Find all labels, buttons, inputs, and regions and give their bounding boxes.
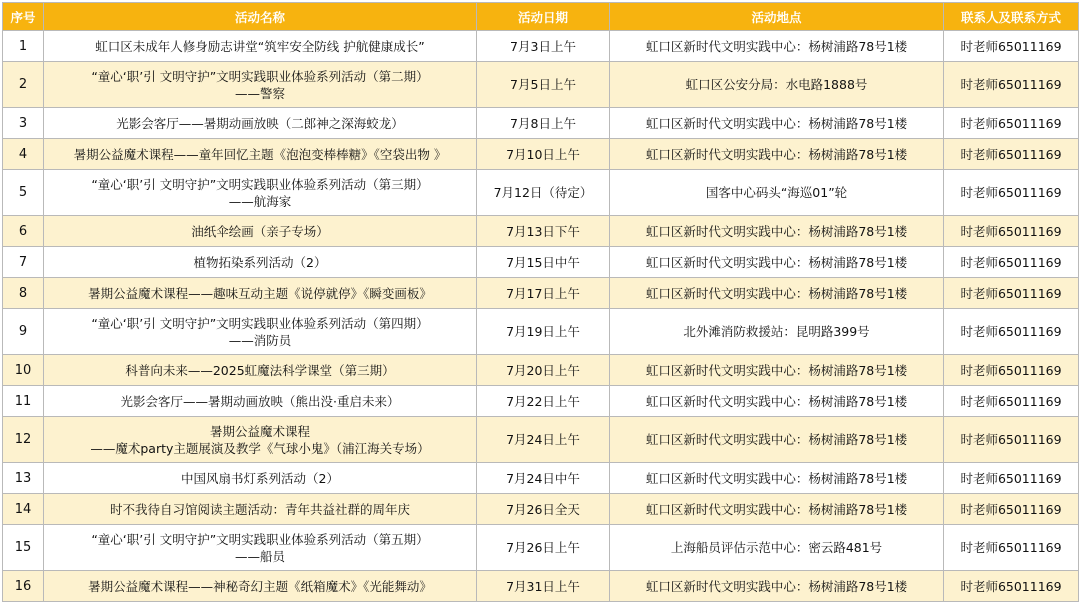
table-row bbox=[3, 139, 1079, 170]
contact-info: 时老师65011169 bbox=[944, 417, 1079, 463]
contact-info: 时老师65011169 bbox=[944, 309, 1079, 355]
activity-name bbox=[44, 463, 477, 494]
row-number: 14 bbox=[3, 494, 44, 525]
activity-date: 7月31日上午 bbox=[477, 571, 610, 602]
contact-info: 时老师65011169 bbox=[944, 31, 1079, 62]
activity-name bbox=[44, 309, 477, 355]
row-number: 11 bbox=[3, 386, 44, 417]
contact-info: 时老师65011169 bbox=[944, 247, 1079, 278]
activity-date: 7月3日上午 bbox=[477, 31, 610, 62]
contact-info: 时老师65011169 bbox=[944, 571, 1079, 602]
activity-name bbox=[44, 31, 477, 62]
activity-date: 7月13日下午 bbox=[477, 216, 610, 247]
activity-name-line: 油纸伞绘画（亲子专场） bbox=[191, 223, 329, 239]
row-number: 9 bbox=[3, 309, 44, 355]
contact-info: 时老师65011169 bbox=[944, 216, 1079, 247]
row-number: 4 bbox=[3, 139, 44, 170]
table-row bbox=[3, 525, 1079, 571]
contact-info: 时老师65011169 bbox=[944, 278, 1079, 309]
activity-name bbox=[44, 386, 477, 417]
activity-name-line: “童心‘职’引 文明守护”文明实践职业体验系列活动（第三期） bbox=[91, 176, 429, 192]
table-row bbox=[3, 247, 1079, 278]
activity-location: 北外滩消防救援站：昆明路399号 bbox=[610, 309, 944, 355]
activity-name bbox=[44, 571, 477, 602]
activity-name bbox=[44, 62, 477, 108]
table-header-row bbox=[3, 3, 1079, 31]
activity-date: 7月26日全天 bbox=[477, 494, 610, 525]
activity-name-line: 科普向未来——2025虹魔法科学课堂（第三期） bbox=[125, 362, 395, 378]
activity-name-line: 暑期公益魔术课程 bbox=[209, 423, 310, 439]
contact-info: 时老师65011169 bbox=[944, 386, 1079, 417]
contact-info: 时老师65011169 bbox=[944, 108, 1079, 139]
activity-name-subtitle: ——警察 bbox=[234, 85, 285, 101]
header-activity-name: 活动名称 bbox=[44, 3, 477, 31]
activity-location: 虹口区新时代文明实践中心：杨树浦路78号1楼 bbox=[610, 417, 944, 463]
activity-date: 7月24日中午 bbox=[477, 463, 610, 494]
contact-info: 时老师65011169 bbox=[944, 494, 1079, 525]
activity-location: 虹口区新时代文明实践中心：杨树浦路78号1楼 bbox=[610, 386, 944, 417]
contact-info: 时老师65011169 bbox=[944, 525, 1079, 571]
activity-location: 虹口区新时代文明实践中心：杨树浦路78号1楼 bbox=[610, 571, 944, 602]
row-number: 7 bbox=[3, 247, 44, 278]
header-activity-date: 活动日期 bbox=[477, 3, 610, 31]
table-row bbox=[3, 386, 1079, 417]
activity-location: 虹口区新时代文明实践中心：杨树浦路78号1楼 bbox=[610, 247, 944, 278]
row-number: 10 bbox=[3, 355, 44, 386]
row-number: 13 bbox=[3, 463, 44, 494]
activity-name-line: “童心‘职’引 文明守护”文明实践职业体验系列活动（第五期） bbox=[91, 531, 429, 547]
activity-name-subtitle: ——船员 bbox=[234, 548, 285, 564]
row-number: 3 bbox=[3, 108, 44, 139]
activity-location: 虹口区新时代文明实践中心：杨树浦路78号1楼 bbox=[610, 108, 944, 139]
header-activity-location: 活动地点 bbox=[610, 3, 944, 31]
table-row bbox=[3, 463, 1079, 494]
table-row bbox=[3, 216, 1079, 247]
table-row bbox=[3, 417, 1079, 463]
activity-location: 虹口区新时代文明实践中心：杨树浦路78号1楼 bbox=[610, 355, 944, 386]
contact-info: 时老师65011169 bbox=[944, 62, 1079, 108]
activity-date: 7月5日上午 bbox=[477, 62, 610, 108]
activity-name bbox=[44, 247, 477, 278]
activity-location: 虹口区新时代文明实践中心：杨树浦路78号1楼 bbox=[610, 278, 944, 309]
activity-name-line: 虹口区未成年人修身励志讲堂“筑牢安全防线 护航健康成长” bbox=[95, 38, 425, 54]
activity-name bbox=[44, 139, 477, 170]
table-row bbox=[3, 571, 1079, 602]
contact-info: 时老师65011169 bbox=[944, 139, 1079, 170]
activity-date: 7月17日上午 bbox=[477, 278, 610, 309]
table-row bbox=[3, 108, 1079, 139]
activity-date: 7月10日上午 bbox=[477, 139, 610, 170]
activity-name-line: 时不我待自习馆阅读主题活动：青年共益社群的周年庆 bbox=[109, 501, 410, 517]
activity-location: 虹口区新时代文明实践中心：杨树浦路78号1楼 bbox=[610, 463, 944, 494]
activity-name-line: 光影会客厅——暑期动画放映（二郎神之深海蛟龙） bbox=[116, 115, 404, 131]
activity-name-line: 暑期公益魔术课程——童年回忆主题《泡泡变棒棒糖》《空袋出物 》 bbox=[73, 146, 447, 162]
activity-name-line: 中国风扇书灯系列活动（2） bbox=[181, 470, 339, 486]
row-number: 15 bbox=[3, 525, 44, 571]
contact-info: 时老师65011169 bbox=[944, 170, 1079, 216]
activity-name-subtitle: ——魔术party主题展演及教学《气球小鬼》（浦江海关专场） bbox=[90, 440, 430, 456]
table-row bbox=[3, 309, 1079, 355]
activity-location: 虹口区新时代文明实践中心：杨树浦路78号1楼 bbox=[610, 31, 944, 62]
row-number: 1 bbox=[3, 31, 44, 62]
row-number: 16 bbox=[3, 571, 44, 602]
row-number: 6 bbox=[3, 216, 44, 247]
activity-name-subtitle: ——消防员 bbox=[228, 332, 292, 348]
activity-name bbox=[44, 494, 477, 525]
activity-name-line: 暑期公益魔术课程——神秘奇幻主题《纸箱魔术》《光能舞动》 bbox=[88, 578, 432, 594]
activity-name-line: 植物拓染系列活动（2） bbox=[193, 254, 327, 270]
table-row bbox=[3, 31, 1079, 62]
activity-name bbox=[44, 170, 477, 216]
activity-location: 虹口区公安分局：水电路1888号 bbox=[610, 62, 944, 108]
header-contact: 联系人及联系方式 bbox=[944, 3, 1079, 31]
activity-name-subtitle: ——航海家 bbox=[228, 193, 292, 209]
activity-date: 7月19日上午 bbox=[477, 309, 610, 355]
table-row bbox=[3, 355, 1079, 386]
activity-name-line: 光影会客厅——暑期动画放映（熊出没·重启未来） bbox=[120, 393, 400, 409]
activity-location: 虹口区新时代文明实践中心：杨树浦路78号1楼 bbox=[610, 139, 944, 170]
row-number: 2 bbox=[3, 62, 44, 108]
activity-name bbox=[44, 108, 477, 139]
activity-name bbox=[44, 417, 477, 463]
activity-name-line: “童心‘职’引 文明守护”文明实践职业体验系列活动（第四期） bbox=[91, 315, 429, 331]
activity-name bbox=[44, 355, 477, 386]
table-row bbox=[3, 494, 1079, 525]
activity-date: 7月8日上午 bbox=[477, 108, 610, 139]
activity-location: 上海船员评估示范中心：密云路481号 bbox=[610, 525, 944, 571]
contact-info: 时老师65011169 bbox=[944, 355, 1079, 386]
table-row bbox=[3, 170, 1079, 216]
activity-location: 虹口区新时代文明实践中心：杨树浦路78号1楼 bbox=[610, 494, 944, 525]
activity-name bbox=[44, 278, 477, 309]
activity-date: 7月20日上午 bbox=[477, 355, 610, 386]
table-row bbox=[3, 278, 1079, 309]
activity-name-line: 暑期公益魔术课程——趣味互动主题《说停就停》《瞬变画板》 bbox=[88, 285, 432, 301]
activity-date: 7月26日上午 bbox=[477, 525, 610, 571]
activity-location: 国客中心码头“海巡01”轮 bbox=[610, 170, 944, 216]
activity-name-line: “童心‘职’引 文明守护”文明实践职业体验系列活动（第二期） bbox=[91, 68, 429, 84]
activity-date: 7月22日上午 bbox=[477, 386, 610, 417]
activity-name bbox=[44, 525, 477, 571]
table-row bbox=[3, 62, 1079, 108]
activity-date: 7月12日（待定） bbox=[477, 170, 610, 216]
activity-date: 7月15日中午 bbox=[477, 247, 610, 278]
activity-location: 虹口区新时代文明实践中心：杨树浦路78号1楼 bbox=[610, 216, 944, 247]
activity-date: 7月24日上午 bbox=[477, 417, 610, 463]
row-number: 12 bbox=[3, 417, 44, 463]
contact-info: 时老师65011169 bbox=[944, 463, 1079, 494]
activity-schedule-table bbox=[2, 2, 1079, 602]
activity-name bbox=[44, 216, 477, 247]
row-number: 8 bbox=[3, 278, 44, 309]
header-serial-number: 序号 bbox=[3, 3, 44, 31]
row-number: 5 bbox=[3, 170, 44, 216]
